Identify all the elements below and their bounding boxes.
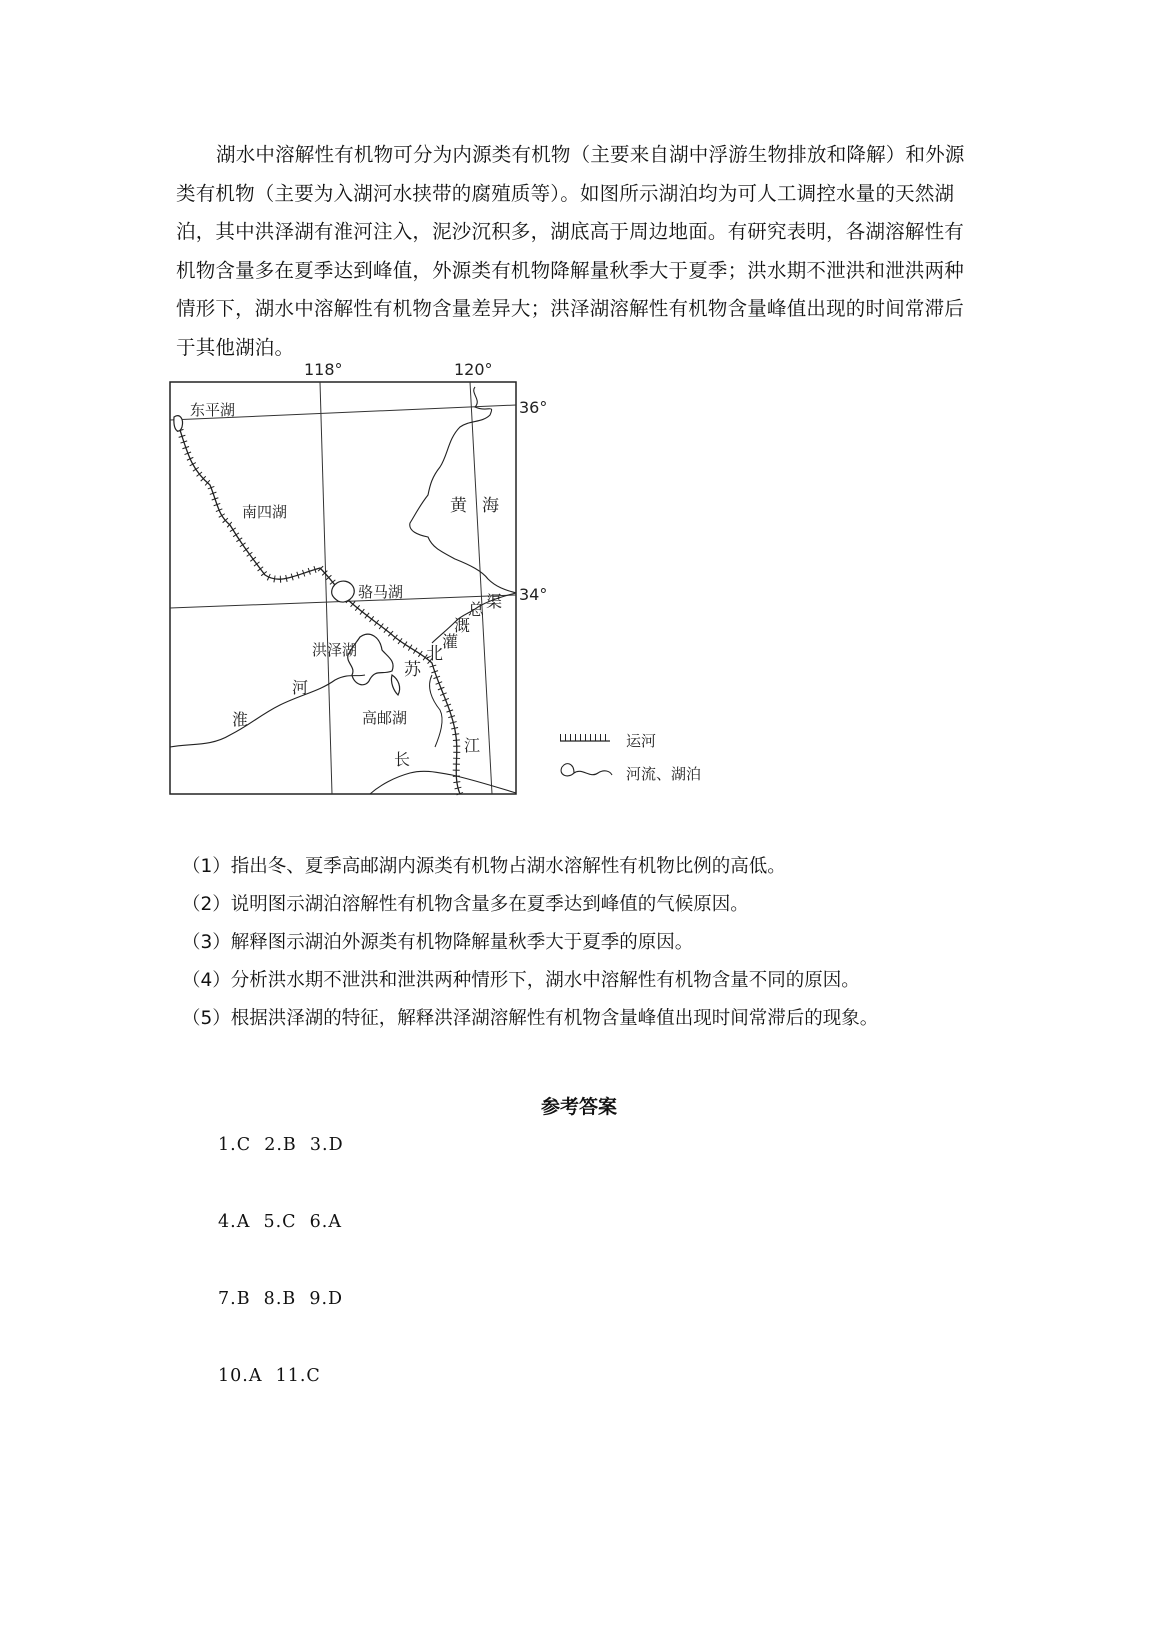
label-su: 苏 bbox=[404, 660, 421, 680]
lake-map bbox=[170, 360, 730, 835]
legend-canal-label: 运河 bbox=[626, 732, 657, 750]
question-item: （3）解释图示湖泊外源类有机物降解量秋季大于夏季的原因。 bbox=[182, 932, 694, 953]
answer-title: 参考答案 bbox=[540, 1096, 617, 1118]
legend-river-label: 河流、湖泊 bbox=[626, 765, 702, 783]
legend-lake-symbol bbox=[562, 764, 574, 773]
label-hai: 海 bbox=[482, 496, 499, 516]
lon-label-118: 118° bbox=[304, 360, 343, 379]
question-item: （5）根据洪泽湖的特征，解释洪泽湖溶解性有机物含量峰值出现时间常滞后的现象。 bbox=[182, 1008, 879, 1029]
label-jiang: 江 bbox=[464, 736, 481, 755]
meridian-120 bbox=[470, 382, 492, 794]
coastline bbox=[410, 387, 516, 593]
label-zong: 总 bbox=[468, 600, 485, 619]
question-item: （4）分析洪水期不泄洪和泄洪两种情形下，湖水中溶解性有机物含量不同的原因。 bbox=[182, 970, 860, 991]
label-huai: 淮 bbox=[232, 710, 249, 729]
intro-paragraph bbox=[176, 136, 966, 367]
map-svg bbox=[170, 360, 730, 835]
label-he: 河 bbox=[292, 678, 309, 697]
label-gai: 溉 bbox=[454, 616, 471, 635]
intro-text: 湖水中溶解性有机物可分为内源类有机物（主要来自湖中浮游生物排放和降解）和外源类有机物（主要为入湖河水挟带的腐殖质等）。如图所示湖泊均为可人工调控水量的天然湖泊，其中洪泽湖有淮河注入，泥沙沉积多，湖底高于周边地面。有研究表明，各湖溶解性有机物含量多在夏季达到峰值，外源类有机物降解量秋季大于夏季；洪水期不泄洪和泄洪两种情形下，湖水中溶解性有机物含量差异大；洪泽湖溶解性有机物含量峰值出现的时间常滞后于其他湖泊。 bbox=[176, 143, 965, 359]
label-guan: 灌 bbox=[442, 632, 459, 651]
question-list bbox=[182, 848, 982, 1038]
answer-line: 10.A 11.C bbox=[218, 1366, 321, 1386]
gaoyou-lake-shape bbox=[391, 675, 399, 695]
label-hongze: 洪泽湖 bbox=[312, 641, 358, 659]
luoma-lake-shape bbox=[332, 581, 355, 602]
label-luoma: 骆马湖 bbox=[358, 583, 404, 601]
dongping-lake-shape bbox=[174, 416, 183, 431]
answer-line: 7.B 8.B 9.D bbox=[218, 1289, 344, 1309]
huai-river bbox=[170, 675, 365, 747]
lon-label-120: 120° bbox=[454, 360, 493, 379]
lat-label-34: 34° bbox=[519, 585, 548, 604]
meridian-118 bbox=[320, 382, 332, 794]
question-item: （2）说明图示湖泊溶解性有机物含量多在夏季达到峰值的气候原因。 bbox=[182, 894, 749, 915]
answer-line: 1.C 2.B 3.D bbox=[218, 1135, 344, 1155]
legend-river-symbol bbox=[561, 767, 612, 776]
question-item: （1）指出冬、夏季高邮湖内源类有机物占湖水溶解性有机物比例的高低。 bbox=[182, 856, 786, 877]
legend bbox=[560, 732, 701, 783]
label-dongping: 东平湖 bbox=[190, 401, 236, 419]
yangtze-river bbox=[370, 771, 516, 794]
answer-line: 4.A 5.C 6.A bbox=[218, 1212, 343, 1232]
label-chang: 长 bbox=[394, 750, 411, 769]
label-bei: 北 bbox=[426, 644, 443, 664]
lat-label-36: 36° bbox=[519, 398, 548, 417]
label-qu: 渠 bbox=[486, 592, 503, 611]
label-huang: 黄 bbox=[450, 496, 467, 516]
label-nansi: 南四湖 bbox=[242, 503, 288, 521]
label-gaoyou: 高邮湖 bbox=[362, 709, 408, 727]
